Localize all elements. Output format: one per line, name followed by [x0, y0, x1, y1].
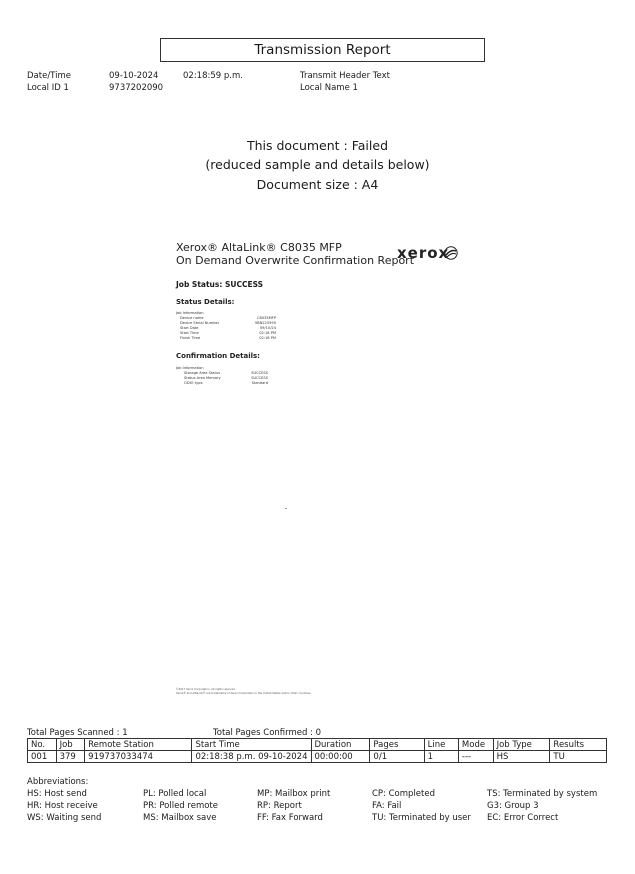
total-confirmed: Total Pages Confirmed : 0 — [213, 728, 322, 738]
date-label: Date/Time — [27, 71, 71, 81]
cell-job: 379 — [56, 751, 85, 763]
abbr-item: FF: Fax Forward — [257, 813, 323, 823]
col-header-job-type: Job Type — [493, 739, 550, 751]
abbr-item: HR: Host receive — [27, 801, 98, 811]
sample-footer-line-2: Xerox® and AltaLink® are trademarks of Xerox Corporation in the United States and/or other countries. — [176, 692, 312, 695]
confirmation-details-heading: Confirmation Details: — [176, 352, 260, 360]
total-scanned: Total Pages Scanned : 1 — [27, 728, 128, 738]
col-header-start-time: Start Time — [192, 739, 311, 751]
table-row — [28, 751, 607, 763]
detail-value: C8035MFP — [257, 316, 276, 320]
job-info-heading: Job Information — [176, 366, 204, 370]
xerox-sphere-icon — [444, 246, 458, 260]
sample-title-line-2: On Demand Overwrite Confirmation Report — [176, 254, 415, 267]
local-name-label: Local Name 1 — [300, 83, 358, 93]
cell-results: TU — [550, 751, 607, 763]
cell-mode: --- — [458, 751, 493, 763]
detail-row — [176, 381, 268, 386]
sample-title-line-1: Xerox® AltaLink® C8035 MFP — [176, 241, 342, 254]
detail-label: Device name — [180, 316, 204, 320]
col-header-job: Job — [56, 739, 85, 751]
abbr-item: MP: Mailbox print — [257, 789, 331, 799]
cell-duration: 00:00:00 — [311, 751, 370, 763]
meta-labels — [27, 70, 71, 94]
status-line-1: This document : Failed — [246, 138, 388, 153]
detail-value: SUCCESS — [251, 371, 268, 375]
cell-pages: 0/1 — [370, 751, 424, 763]
abbr-item: MS: Mailbox save — [143, 813, 217, 823]
abbr-column-5 — [487, 788, 597, 824]
col-header-no: No. — [28, 739, 57, 751]
detail-value: 02:18 PM — [259, 331, 276, 335]
abbr-item: EC: Error Correct — [487, 813, 559, 823]
col-header-mode: Mode — [458, 739, 493, 751]
col-header-duration: Duration — [311, 739, 370, 751]
detail-value: 5BN225590 — [254, 321, 276, 325]
abbr-item: PL: Polled local — [143, 789, 207, 799]
abbr-column-3 — [257, 788, 330, 824]
job-info-heading: Job Information — [176, 311, 204, 315]
abbr-item: HS: Host send — [27, 789, 87, 799]
transmission-table — [27, 738, 607, 763]
table-header-row — [28, 739, 607, 751]
sample-title — [176, 241, 414, 267]
xerox-logo: xerox — [397, 244, 450, 262]
status-line-3: Document size : A4 — [256, 177, 379, 192]
detail-value: 02:18 PM — [259, 336, 276, 340]
cell-no: 001 — [28, 751, 57, 763]
abbr-item: WS: Waiting send — [27, 813, 102, 823]
detail-value: 09/10/24 — [259, 326, 276, 330]
detail-value: Standard — [251, 381, 268, 385]
abbr-item: FA: Fail — [372, 801, 402, 811]
abbreviations-title: Abbreviations: — [27, 777, 89, 787]
abbr-column-1 — [27, 788, 101, 824]
col-header-pages: Pages — [370, 739, 424, 751]
detail-label: Device Serial Number — [180, 321, 220, 325]
abbr-item: RP: Report — [257, 801, 302, 811]
abbr-column-4 — [372, 788, 471, 824]
local-id-label: Local ID 1 — [27, 83, 69, 93]
abbr-item: CP: Completed — [372, 789, 435, 799]
cell-job-type: HS — [493, 751, 550, 763]
job-status: Job Status: SUCCESS — [176, 280, 264, 289]
detail-label: ODIO type — [184, 381, 203, 385]
detail-label: Start Time — [180, 331, 199, 335]
col-header-remote-station: Remote Station — [85, 739, 192, 751]
date-value: 09-10-2024 — [109, 71, 159, 81]
meta-values — [109, 70, 163, 94]
detail-value: SUCCESS — [251, 376, 268, 380]
confirmation-details-block — [176, 366, 268, 386]
detail-label: Finish Time — [180, 336, 201, 340]
detail-label: Start Date — [180, 326, 199, 330]
sample-footer-line-1: ©2017 Xerox Corporation. All rights reserved. — [176, 688, 236, 691]
col-header-results: Results — [550, 739, 607, 751]
sample-footer — [176, 688, 311, 696]
status-details-block — [176, 311, 276, 341]
cell-remote-station: 919737033474 — [85, 751, 192, 763]
local-id-value: 9737202090 — [109, 83, 164, 93]
report-title: Transmission Report — [160, 38, 485, 62]
meta-right — [300, 70, 390, 94]
abbr-item: G3: Group 3 — [487, 801, 539, 811]
status-line-2: (reduced sample and details below) — [205, 157, 430, 172]
abbr-item: TS: Terminated by system — [487, 789, 598, 799]
status-details-heading: Status Details: — [176, 298, 235, 306]
cell-line: 1 — [424, 751, 458, 763]
detail-label: Storage Area Status — [184, 371, 221, 375]
header-label: Transmit Header Text — [300, 71, 390, 81]
detail-label: Status Area Memory — [184, 376, 221, 380]
cell-start-time: 02:18:38 p.m. 09-10-2024 — [192, 751, 311, 763]
abbr-item: TU: Terminated by user — [372, 813, 471, 823]
col-header-line: Line — [424, 739, 458, 751]
speck — [285, 508, 287, 509]
time-value: 02:18:59 p.m. — [183, 71, 243, 81]
detail-row — [176, 336, 276, 341]
abbr-column-2 — [143, 788, 218, 824]
abbr-item: PR: Polled remote — [143, 801, 218, 811]
